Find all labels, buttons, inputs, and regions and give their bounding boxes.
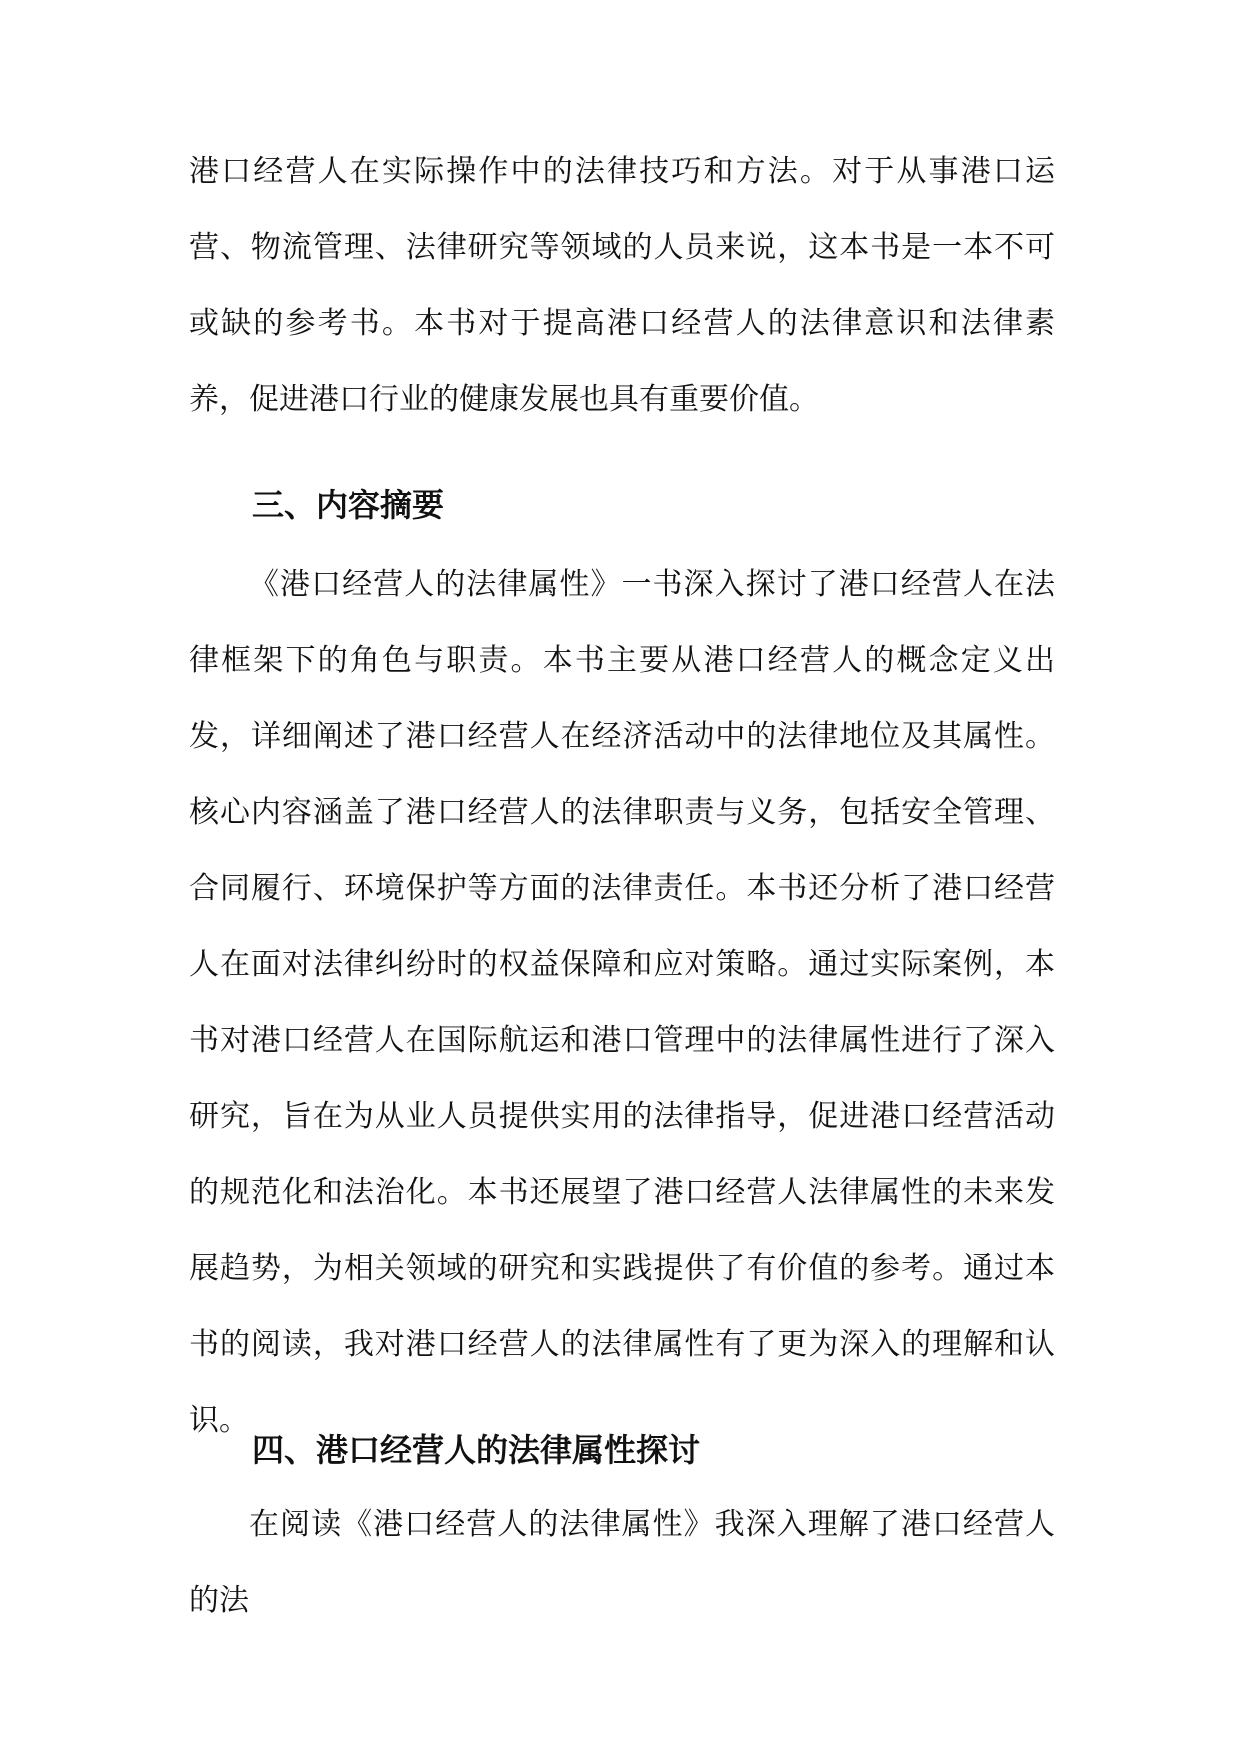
paragraph-summary: 《港口经营人的法律属性》一书深入探讨了港口经营人在法律框架下的角色与职责。本书主要从港口经营人的概念定义出发，详细阐述了港口经营人在经济活动中的法律地位及其属性。核心内容涵盖了港口经营人的法律职责与义务，包括安全管理、合同履行、环境保护等方面的法律责任。本书还分析了港口经营人在面对法律纠纷时的权益保障和应对策略。通过实际案例，本书对港口经营人在国际航运和港口管理中的法律属性进行了深入研究，旨在为从业人员提供实用的法律指导，促进港口经营活动的规范化和法治化。本书还展望了港口经营人法律属性的未来发展趋势，为相关领域的研究和实践提供了有价值的参考。通过本书的阅读，我对港口经营人的法律属性有了更为深入的理解和认识。 bbox=[189, 567, 1055, 1438]
section-heading-legal-attributes: 四、港口经营人的法律属性探讨 bbox=[252, 1431, 701, 1469]
paragraph-intro-continuation: 港口经营人在实际操作中的法律技巧和方法。对于从事港口运营、物流管理、法律研究等领域的人员来说，这本书是一本不可或缺的参考书。本书对于提高港口经营人的法律意识和法律素养，促进港口行业的健康发展也具有重要价值。 bbox=[189, 154, 1055, 417]
section-heading-content-summary: 三、内容摘要 bbox=[252, 486, 445, 524]
paragraph-discussion-start: 在阅读《港口经营人的法律属性》我深入理解了港口经营人的法 bbox=[189, 1507, 1055, 1618]
